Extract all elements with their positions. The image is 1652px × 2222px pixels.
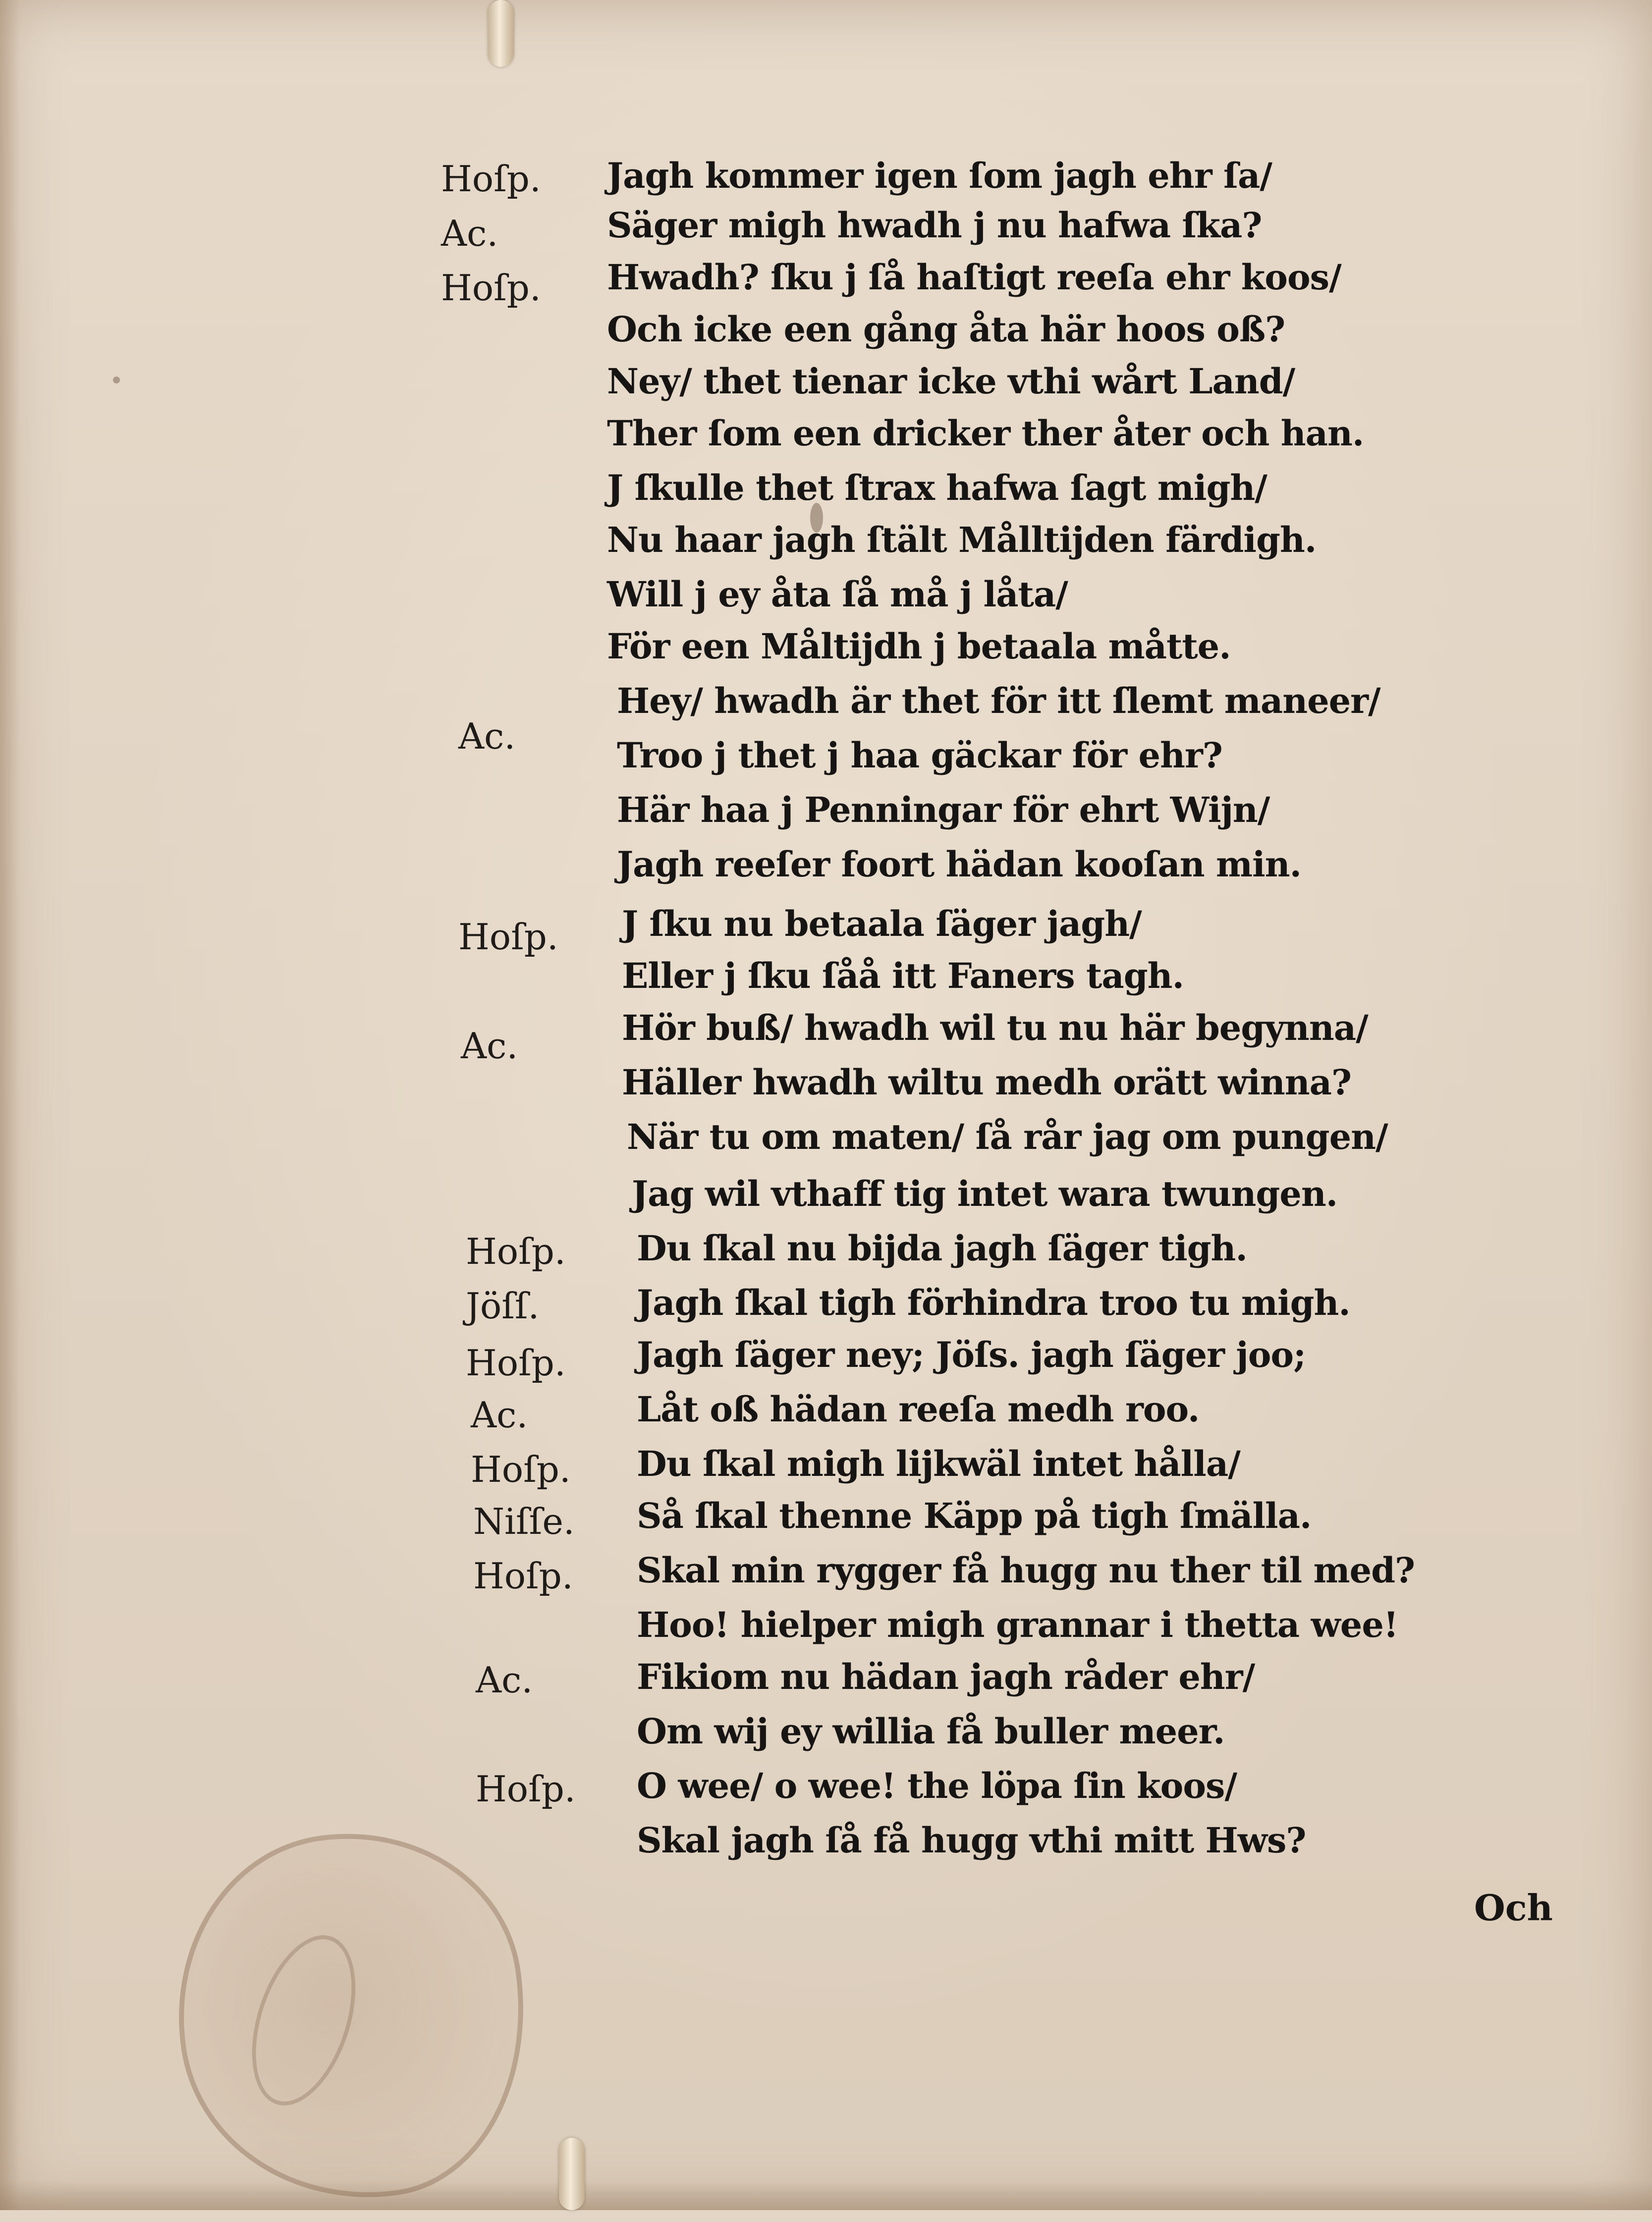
binding-thread-bottom (559, 2138, 585, 2210)
verse-line: Jagh ſäger ney; Jöſs. jagh ſäger joo; (637, 1334, 1306, 1375)
verse-line: Ther ſom een dricker ther åter och han. (607, 413, 1364, 454)
speaker-label: Ac. (461, 1025, 518, 1067)
speaker-label: Hoſp. (458, 916, 558, 958)
verse-line: Hwadh? ſku j ſå haſtigt reeſa ehr koos/ (607, 257, 1341, 298)
catchword: Och (1474, 1887, 1553, 1929)
verse-line: När tu om maten/ ſå rår jag om pungen/ (627, 1116, 1388, 1157)
speaker-label: Hoſp. (466, 1231, 566, 1272)
verse-line: Troo j thet j haa gäckar för ehr? (617, 735, 1222, 776)
speaker-label: Niſſe. (473, 1501, 575, 1542)
verse-line: Jagh ſkal tigh förhindra troo tu migh. (637, 1282, 1350, 1323)
speaker-label: Hoſp. (441, 158, 541, 200)
speaker-label: Ac. (458, 715, 516, 757)
verse-line: Skal jagh ſå få hugg vthi mitt Hws? (637, 1820, 1306, 1861)
verse-line: Låt oß hädan reeſa medh roo. (637, 1389, 1200, 1430)
verse-line: Skal min rygger få hugg nu ther til med? (637, 1550, 1415, 1591)
verse-line: Jag wil vthaff tig intet wara twungen. (632, 1173, 1338, 1214)
speaker-label: Ac. (476, 1659, 533, 1701)
verse-line: Will j ey åta ſå må j låta/ (607, 574, 1068, 615)
verse-line: För een Måltijdh j betaala måtte. (607, 626, 1231, 667)
speaker-label: Jöſſ. (466, 1285, 540, 1327)
verse-line: Fikiom nu hädan jagh råder ehr/ (637, 1656, 1255, 1697)
verse-line: Nu haar jagh ſtält Målltijden färdigh. (607, 519, 1317, 560)
speaker-label: Hoſp. (466, 1342, 566, 1384)
verse-line: Så ſkal thenne Käpp på tigh ſmälla. (637, 1495, 1312, 1536)
speaker-label: Ac. (441, 213, 498, 254)
verse-line: Säger migh hwadh j nu hafwa ſka? (607, 205, 1262, 246)
speaker-label: Hoſp. (471, 1449, 571, 1490)
binding-thread-top (488, 0, 514, 67)
verse-line: Här haa j Penningar för ehrt Wijn/ (617, 789, 1270, 830)
speaker-label: Hoſp. (473, 1555, 573, 1597)
verse-line: Du ſkal migh lijkwäl intet hålla/ (637, 1443, 1240, 1484)
verse-line: J ſku nu betaala ſäger jagh/ (622, 903, 1142, 944)
verse-line: Jagh reeſer foort hädan kooſan min. (617, 844, 1301, 885)
ink-speck (113, 377, 120, 383)
page-edge-shadow-bottom (0, 2180, 1652, 2210)
page-edge-shadow (0, 0, 20, 2210)
verse-line: Eller j ſku ſåå itt Faners tagh. (622, 955, 1184, 996)
verse-line: Hoo! hielper migh grannar i thetta wee! (637, 1604, 1398, 1645)
verse-line: Hör buß/ hwadh wil tu nu här begynna/ (622, 1007, 1368, 1048)
verse-line: Och icke een gång åta här hoos oß? (607, 309, 1285, 350)
verse-line: Jagh kommer igen ſom jagh ehr ſa/ (607, 155, 1272, 196)
speaker-label: Hoſp. (441, 267, 541, 309)
speaker-label: Hoſp. (476, 1768, 576, 1810)
verse-line: Du ſkal nu bijda jagh ſäger tigh. (637, 1228, 1247, 1269)
speaker-label: Ac. (471, 1394, 528, 1436)
verse-line: Häller hwadh wiltu medh orätt winna? (622, 1062, 1352, 1103)
verse-line: J ſkulle thet ſtrax hafwa ſagt migh/ (607, 467, 1267, 508)
verse-line: O wee/ o wee! the löpa ſin koos/ (637, 1765, 1237, 1806)
verse-line: Om wij ey willia få buller meer. (637, 1711, 1225, 1752)
verse-line: Hey/ hwadh är thet för itt ſlemt maneer/ (617, 680, 1380, 721)
verse-line: Ney/ thet tienar icke vthi wårt Land/ (607, 361, 1295, 402)
